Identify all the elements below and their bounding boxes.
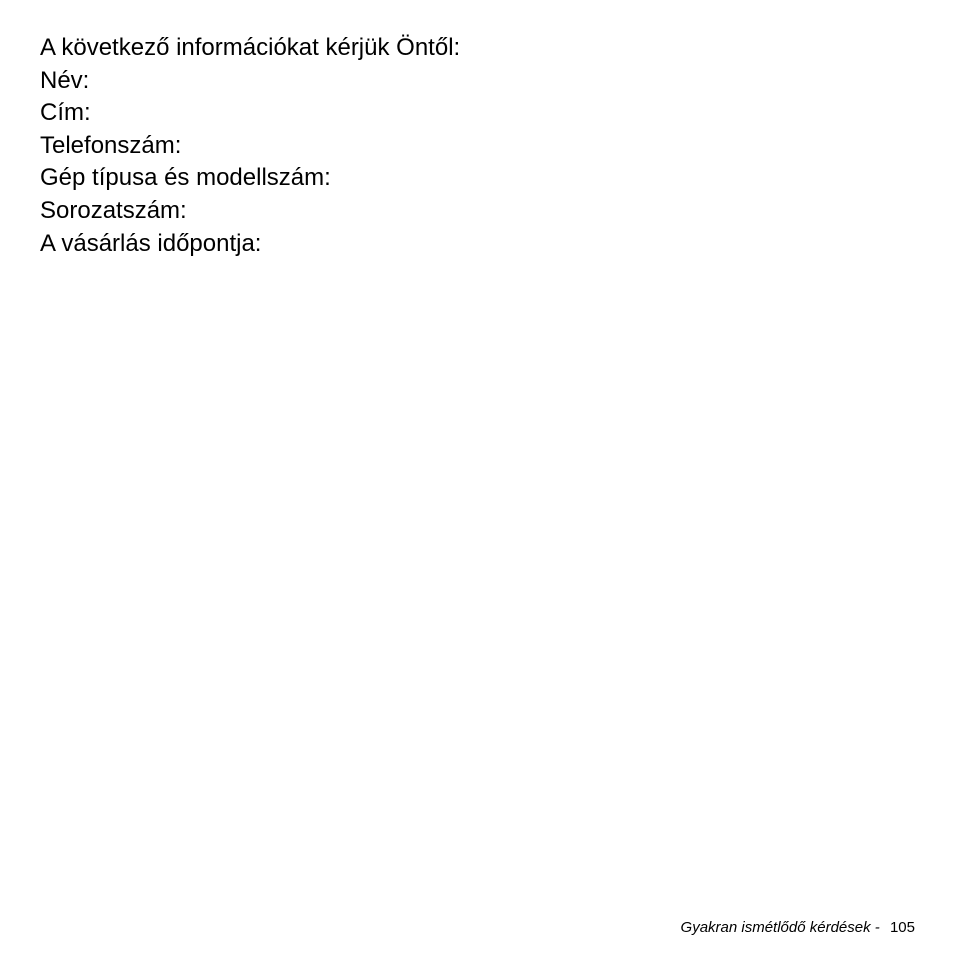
document-body xyxy=(40,32,920,260)
footer-section-title: Gyakran ismétlődő kérdések xyxy=(680,919,871,936)
intro-text: A következő információkat kérjük Öntől: xyxy=(40,34,461,61)
field-phone-label: Telefonszám: xyxy=(40,131,182,159)
field-name-label: Név: xyxy=(40,66,90,94)
page-footer xyxy=(681,918,915,938)
page-number: 105 xyxy=(889,919,915,936)
field-purchase-date-label: A vásárlás időpontja: xyxy=(40,229,262,257)
field-address-label: Cím: xyxy=(40,99,91,127)
field-serial-label: Sorozatszám: xyxy=(40,196,187,224)
footer-separator: - xyxy=(870,919,884,936)
field-model-label: Gép típusa és modellszám: xyxy=(40,164,331,192)
